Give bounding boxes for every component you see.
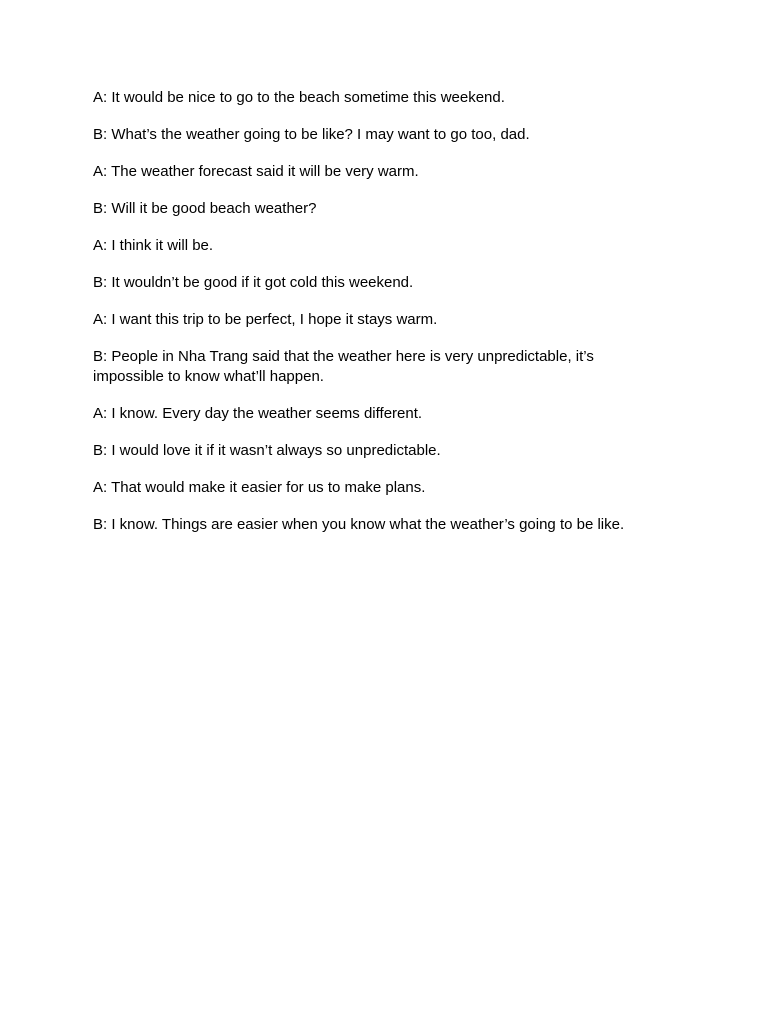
- dialogue-line: A: I know. Every day the weather seems different.: [93, 405, 423, 422]
- dialogue-line: B: What’s the weather going to be like? I may want to go too, dad.: [93, 126, 530, 143]
- dialogue-line: B: People in Nha Trang said that the weather here is very unpredictable, it’s impossible to know what’ll happen.: [93, 348, 594, 385]
- dialogue-line: A: I think it will be.: [93, 237, 214, 254]
- dialogue-line: B: It wouldn’t be good if it got cold this weekend.: [93, 274, 414, 291]
- dialogue-line: B: I would love it if it wasn’t always so unpredictable.: [93, 442, 441, 459]
- dialogue-line: A: It would be nice to go to the beach sometime this weekend.: [93, 89, 505, 106]
- dialogue-line: A: I want this trip to be perfect, I hope it stays warm.: [93, 311, 438, 328]
- dialogue-line: B: I know. Things are easier when you know what the weather’s going to be like.: [93, 516, 625, 533]
- document-page: [93, 88, 653, 552]
- dialogue-line: A: That would make it easier for us to make plans.: [93, 479, 426, 496]
- dialogue-line: B: Will it be good beach weather?: [93, 200, 317, 217]
- dialogue-line: A: The weather forecast said it will be very warm.: [93, 163, 419, 180]
